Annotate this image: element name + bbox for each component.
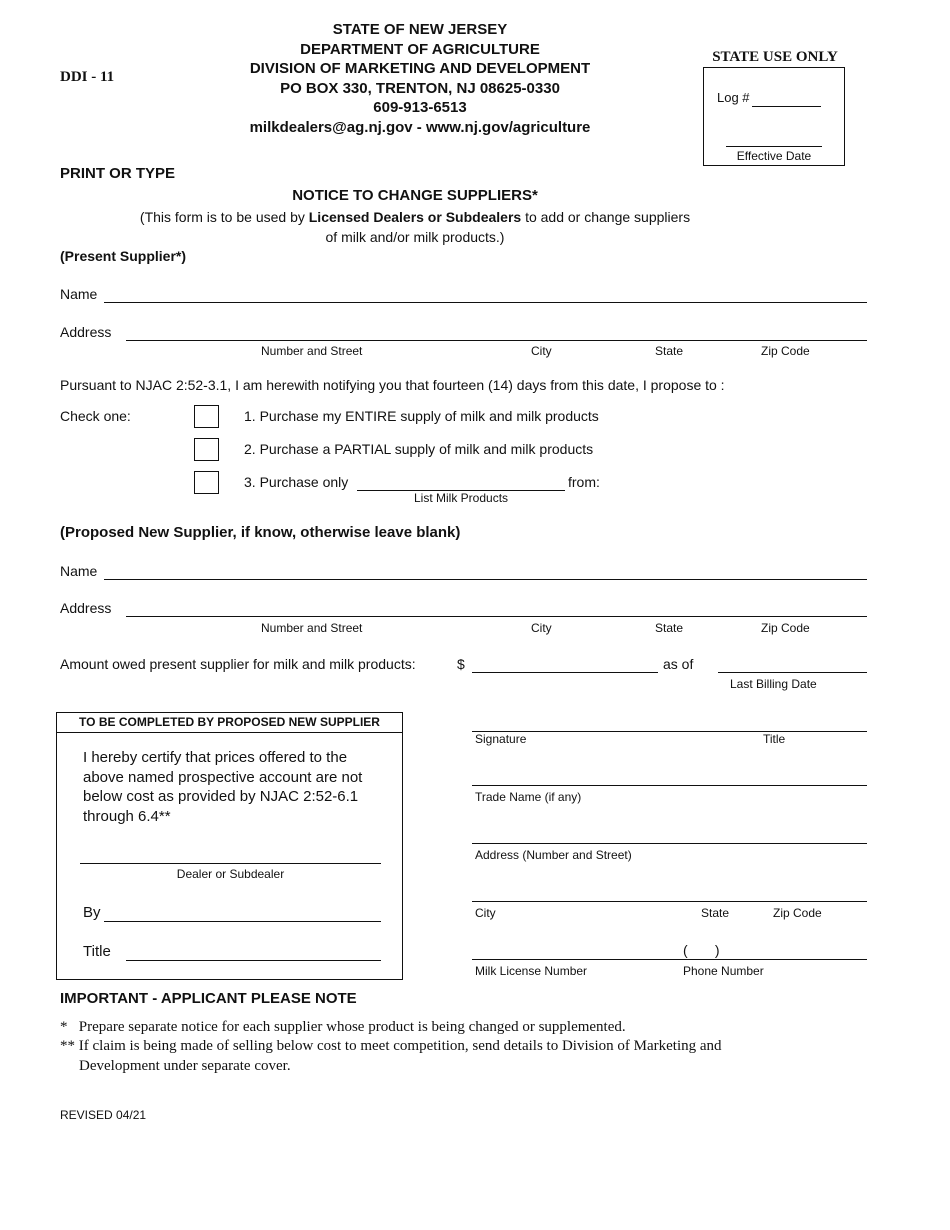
- proposed-supplier-address-input[interactable]: [126, 599, 868, 617]
- list-milk-products-label: List Milk Products: [414, 491, 509, 505]
- as-of-label: as of: [663, 656, 694, 672]
- amount-owed-input[interactable]: [472, 655, 660, 673]
- cert-box-divider: [57, 732, 402, 733]
- cert-title-line: [126, 960, 381, 961]
- trade-name-line: [472, 785, 867, 786]
- city-line: [472, 901, 867, 902]
- billing-date-line: [718, 672, 867, 673]
- option-entire-label: 1. Purchase my ENTIRE supply of milk and milk products: [244, 408, 599, 424]
- revised-date: REVISED 04/21: [60, 1108, 147, 1122]
- entire-supply-checkbox[interactable]: [194, 405, 219, 428]
- proposed-supplier-name-input[interactable]: [104, 562, 868, 580]
- cert-title-input[interactable]: [126, 943, 382, 961]
- note-two-line2: Development under separate cover.: [79, 1058, 291, 1074]
- currency-symbol: $: [457, 656, 465, 672]
- present-name-label: Name: [60, 286, 98, 302]
- effective-date-line: [726, 146, 822, 147]
- state-use-title: STATE USE ONLY: [712, 49, 838, 65]
- present-sub-number-street: Number and Street: [261, 344, 363, 358]
- certification-box: [56, 712, 403, 980]
- cert-text-line: I hereby certify that prices offered to the: [83, 749, 348, 766]
- city-state-zip-input[interactable]: [472, 884, 869, 902]
- by-label: By: [83, 904, 101, 921]
- trade-name-input[interactable]: [472, 768, 869, 786]
- license-phone-line: [472, 959, 867, 960]
- amount-line: [472, 672, 658, 673]
- option-partial-label: 2. Purchase a PARTIAL supply of milk and milk products: [244, 441, 594, 457]
- log-line: [752, 106, 821, 107]
- signature-label: Signature: [475, 732, 527, 746]
- signature-line: [472, 731, 867, 732]
- dealer-line: [80, 863, 381, 864]
- cert-text-line: below cost as provided by NJAC 2:52-6.1: [83, 788, 359, 805]
- proposed-sub-city: City: [531, 621, 552, 635]
- proposed-address-label: Address: [60, 600, 112, 616]
- proposed-name-line: [104, 579, 867, 580]
- phone-parentheses: ( ): [683, 942, 720, 958]
- dealer-subdealer-label: Dealer or Subdealer: [176, 867, 285, 881]
- city-label: City: [475, 906, 496, 920]
- cert-box-title: TO BE COMPLETED BY PROPOSED NEW SUPPLIER: [79, 715, 380, 729]
- trade-name-label: Trade Name (if any): [475, 790, 582, 804]
- header-line: PO BOX 330, TRENTON, NJ 08625-0330: [280, 79, 560, 97]
- intro-text: (This form is to be used by: [139, 209, 309, 225]
- proposed-sub-zip: Zip Code: [761, 621, 810, 635]
- pursuant-text: Pursuant to NJAC 2:52-3.1, I am herewith notifying you that fourteen (14) days from this date, I propose to :: [60, 377, 725, 393]
- street-address-line: [472, 843, 867, 844]
- dealer-subdealer-input[interactable]: [80, 846, 382, 864]
- form-id: DDI - 11: [60, 69, 115, 85]
- proposed-supplier-heading: (Proposed New Supplier, if know, otherwise leave blank): [60, 524, 461, 541]
- note-one: * Prepare separate notice for each supplier whose product is being changed or supplemented.: [60, 1019, 626, 1035]
- print-or-type: PRINT OR TYPE: [60, 165, 176, 182]
- present-address-label: Address: [60, 324, 112, 340]
- cert-title-label: Title: [83, 943, 111, 960]
- partial-supply-checkbox[interactable]: [194, 438, 219, 461]
- header-line: DIVISION OF MARKETING AND DEVELOPMENT: [249, 60, 591, 77]
- option-only-from: from:: [568, 474, 600, 490]
- check-one-label: Check one:: [60, 408, 131, 424]
- milk-license-input[interactable]: [472, 942, 681, 960]
- signature-input[interactable]: [472, 714, 869, 732]
- proposed-sub-number-street: Number and Street: [261, 621, 363, 635]
- present-sub-state: State: [655, 344, 684, 358]
- phone-number-label: Phone Number: [683, 964, 764, 978]
- state-label: State: [701, 906, 730, 920]
- signer-title-label: Title: [763, 732, 786, 746]
- by-line: [104, 921, 381, 922]
- header-line: milkdealers@ag.nj.gov - www.nj.gov/agriculture: [249, 119, 591, 136]
- proposed-address-line: [126, 616, 867, 617]
- important-heading: IMPORTANT - APPLICANT PLEASE NOTE: [60, 990, 357, 1007]
- amount-owed-label: Amount owed present supplier for milk and milk products:: [60, 656, 416, 672]
- zip-label: Zip Code: [773, 906, 822, 920]
- last-billing-date-label: Last Billing Date: [730, 677, 817, 691]
- notice-title: NOTICE TO CHANGE SUPPLIERS*: [292, 187, 538, 204]
- present-sub-city: City: [531, 344, 552, 358]
- milk-license-label: Milk License Number: [475, 964, 588, 978]
- present-sub-zip: Zip Code: [761, 344, 810, 358]
- street-address-label: Address (Number and Street): [475, 848, 632, 862]
- street-address-input[interactable]: [472, 826, 869, 844]
- option-only-label: 3. Purchase only: [244, 474, 349, 490]
- by-input[interactable]: [104, 904, 382, 922]
- note-two-line1: ** If claim is being made of selling below cost to meet competition, send details to Division of Marketing and: [60, 1038, 722, 1054]
- header-line: STATE OF NEW JERSEY: [332, 21, 508, 38]
- present-name-line: [104, 302, 867, 303]
- purchase-only-checkbox[interactable]: [194, 471, 219, 494]
- present-supplier-name-input[interactable]: [104, 285, 868, 303]
- present-supplier-heading: (Present Supplier*): [60, 248, 187, 264]
- last-billing-date-input[interactable]: [718, 655, 869, 673]
- present-address-line: [126, 340, 867, 341]
- log-label: Log #: [717, 90, 750, 105]
- intro-bold-text: Licensed Dealers or Subdealers: [308, 209, 522, 225]
- proposed-name-label: Name: [60, 563, 98, 579]
- notice-intro: [100, 209, 730, 226]
- cert-text-line: above named prospective account are not: [83, 768, 363, 786]
- effective-date-label: Effective Date: [736, 149, 812, 163]
- state-use-box: [703, 67, 845, 166]
- notice-intro-line2: of milk and/or milk products.): [325, 229, 505, 245]
- cert-text-line: through 6.4**: [83, 807, 171, 825]
- present-supplier-address-input[interactable]: [126, 323, 868, 341]
- phone-number-input[interactable]: [728, 942, 869, 960]
- header-line: DEPARTMENT OF AGRICULTURE: [300, 40, 540, 58]
- header-line: 609-913-6513: [373, 99, 467, 116]
- intro-text: to add or change suppliers: [521, 209, 691, 225]
- proposed-sub-state: State: [655, 621, 684, 635]
